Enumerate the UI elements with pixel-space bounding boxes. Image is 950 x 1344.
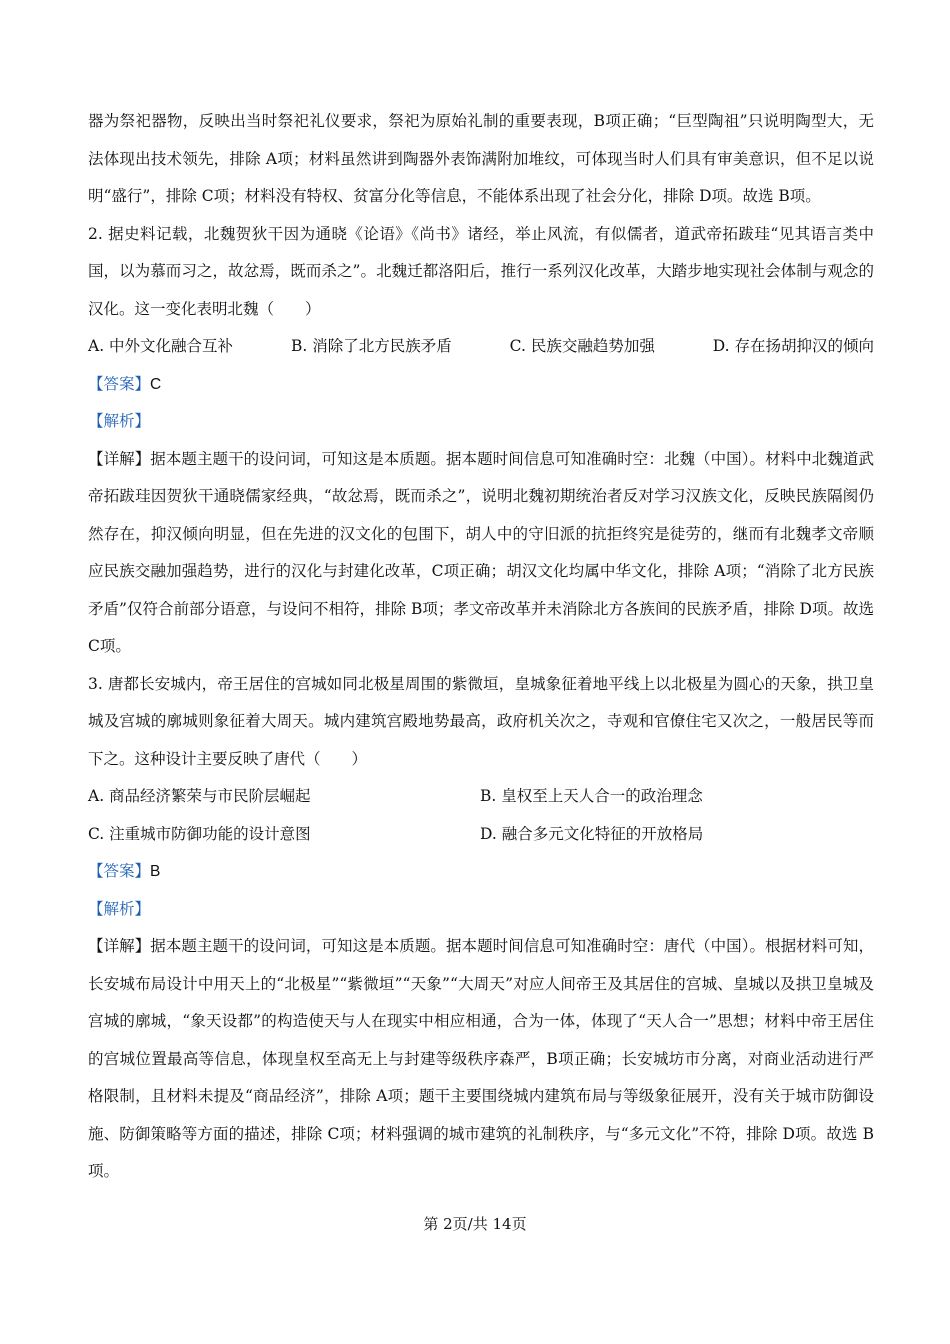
options-row — [88, 328, 874, 366]
option-b: B. 皇权至上天人合一的政治理念 — [480, 787, 703, 805]
answer-line — [88, 853, 874, 891]
question-stem: 2. 据史料记载，北魏贺狄干因为通晓《论语》《尚书》诸经，举止风流，有似儒者，道武帝拓跋珪“见其语言类中国，以为慕而习之，故忿焉，既而杀之”。北魏迁都洛阳后，推行一系列汉化改革，大踏步地实现社会体制与观念的汉化。这一变化表明北魏（ ） — [88, 224, 874, 318]
detail-paragraph — [88, 928, 874, 1191]
answer-label: 【答案】 — [88, 862, 151, 880]
option-a: A. 商品经济繁荣与市民阶层崛起 — [88, 787, 311, 805]
detail-text: 据本题主题干的设问词，可知这是本质题。据本题时间信息可知准确时空：北魏（中国）。材料中北魏道武帝拓跋珪因贺狄干通晓儒家经典，“故忿焉，既而杀之”，说明北魏初期统治者反对学习汉族文化，反映民族隔阂仍然存在，抑汉倾向明显，但在先进的汉文化的包围下，胡人中的守旧派的抗拒终究是徒劳的，继而有北魏孝文帝顺应民族交融加强趋势，进行的汉化与封建化改革，C项正确；胡汉文化均属中华文化，排除 A项；“消除了北方民族矛盾”仅符合前部分语意，与设问不相符，排除 B项；孝文帝改革并未消除北方各族间的民族矛盾，排除 D项。故选 C项。 — [88, 449, 874, 655]
option-d: D. 融合多元文化特征的开放格局 — [480, 824, 704, 843]
detail-label: 【详解】 — [88, 937, 151, 955]
answer-label: 【答案】 — [88, 374, 151, 393]
option-c: C. 注重城市防御功能的设计意图 — [88, 824, 311, 843]
option-d: D. 存在扬胡抑汉的倾向 — [712, 337, 874, 355]
analysis-line — [88, 403, 874, 441]
answer-value: B — [150, 863, 161, 880]
options-grid — [88, 778, 874, 853]
analysis-label: 【解析】 — [88, 412, 151, 430]
option-c: C. 民族交融趋势加强 — [509, 337, 655, 355]
detail-text: 据本题主题干的设问词，可知这是本质题。据本题时间信息可知准确时空：唐代（中国）。根据材料可知，长安城布局设计中用天上的“北极星”“紫微垣”“天象”“大周天”对应人间帝王及其居住的宫城、皇城以及拱卫皇城及宫城的廓城，“象天设都”的构造使天与人在现实中相应相通，合为一体，体现了“天人合一”思想；材料中帝王居住的宫城位置最高等信息，体现皇权至高无上与封建等级秩序森严，B项正确；长安城坊市分离，对商业活动进行严格限制，且材料未提及“商品经济”，排除 A项；题干主要围绕城内建筑布局与等级象征展开，没有关于城市防御设施、防御策略等方面的描述，排除 C项；材料强调的城市建筑的礼制秩序，与“多元文化”不符，排除 D项。故选 B项。 — [88, 937, 874, 1180]
analysis-line — [88, 891, 874, 929]
option-a: A. 中外文化融合互补 — [88, 337, 234, 355]
document-page — [88, 103, 874, 1191]
intro-paragraph: 器为祭祀器物，反映出当时祭祀礼仪要求，祭祀为原始礼制的重要表现，B项正确；“巨型陶祖”只说明陶型大，无法体现出技术领先，排除 A项；材料虽然讲到陶器外表饰满附加堆纹，可体现当时人们具有审美意识，但不足以说明“盛行”，排除 C项；材料没有特权、贫富分化等信息，不能体系出现了社会分化，排除 D项。故选 B项。 — [88, 112, 874, 205]
answer-value: C — [150, 375, 162, 393]
page-footer: 第 2页/共 14页 — [423, 1215, 527, 1233]
answer-line — [88, 366, 874, 404]
option-b: B. 消除了北方民族矛盾 — [290, 337, 452, 355]
analysis-label: 【解析】 — [88, 899, 151, 918]
detail-paragraph — [88, 441, 874, 666]
question-3 — [88, 666, 874, 1191]
question-2 — [88, 216, 874, 666]
question-stem: 3. 唐都长安城内，帝王居住的宫城如同北极星周围的紫微垣，皇城象征着地平线上以北极星为圆心的天象，拱卫皇城及宫城的廓城则象征着大周天。城内建筑宫殿地势最高，政府机关次之，寺观和官僚住宅又次之，一般居民等而下之。这种设计主要反映了唐代（ ） — [88, 674, 874, 768]
detail-label: 【详解】 — [88, 449, 151, 468]
